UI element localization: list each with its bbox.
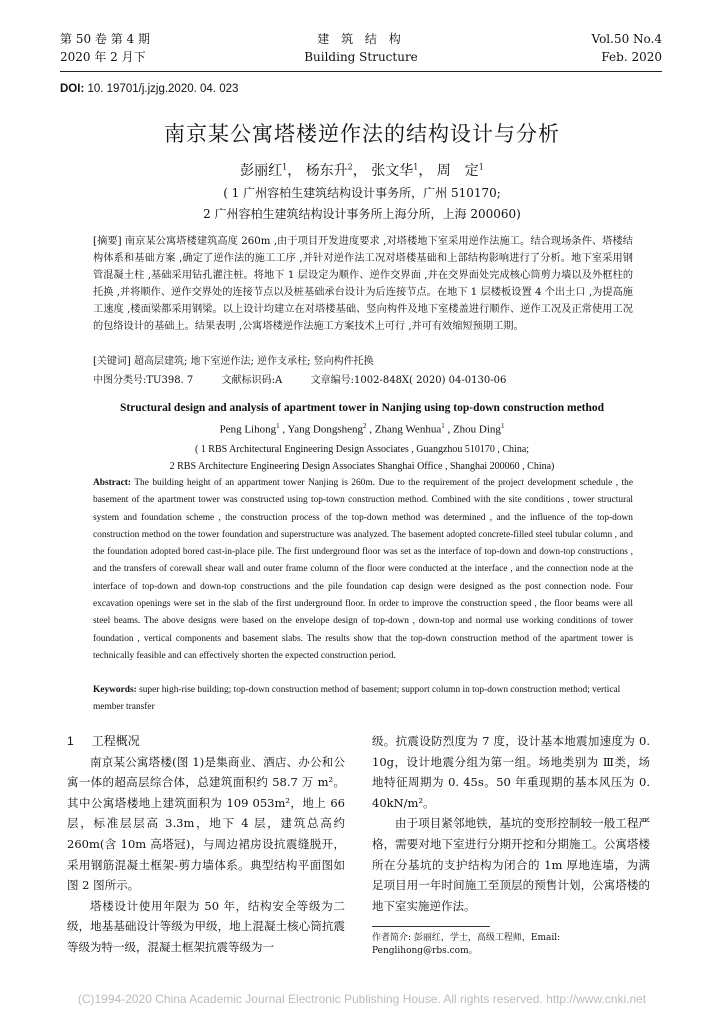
journal-en: Building Structure: [304, 50, 418, 64]
english-title: Structural design and analysis of apartment tower in Nanjing using top-down construction method: [119, 402, 605, 414]
body-paragraph: 级。抗震设防烈度为 7 度，设计基本地震加速度为 0. 10g，设计地震分组为第一组。场地类别为 Ⅲ类，场地特征周期为 0. 45s。50 年重现期的基本风压为 0. 40kN/m²。: [372, 734, 650, 810]
clc-label: 中图分类号:: [93, 375, 147, 386]
abstract-cn-label: [摘要]: [93, 236, 122, 247]
abstract-en: [93, 475, 633, 665]
cnki-footer: (C)1994-2020 China Academic Journal Electronic Publishing House. All rights reserved. http://www.cnki.net: [77, 992, 647, 1006]
author-en-sup: 1: [500, 422, 505, 430]
author-sep: ，: [287, 163, 302, 179]
keywords-cn-label: [关键词]: [93, 356, 131, 367]
affiliation-en: 2 RBS Architecture Engineering Design Associates Shanghai Office , Shanghai 200060 , China): [169, 461, 555, 472]
author: 张文华: [371, 163, 414, 179]
running-header: [60, 30, 662, 72]
keywords-cn-text: 超高层建筑; 地下室逆作法; 逆作支承柱; 竖向构件托换: [134, 356, 374, 367]
doc-code-label: 文献标识码:: [221, 375, 276, 386]
abstract-cn-text: 南京某公寓塔楼建筑高度 260m ,由于项目开发进度要求 ,对塔楼地下室采用逆作法施工。结合现场条件、塔楼结构体系和基础方案 ,确定了逆作法的施工工序 ,并针对逆作法工况对塔楼基础和上部结构影响进行了分析。地下室采用钢管混凝土柱 ,基础采用钻孔灌注桩。将地下 1 层设定为顺作、逆作交界面 ,并在交界面处完成核心筒剪力墙以及外框柱的托换 ,并将顺作、逆作交界处的连接节点以及桩基础承台设计为后连接节点。在地下 1 层楼板设置 4 个出土口 ,为提高施工速度 ,楼面梁都采用钢梁。以上设计均建立在对塔楼基础、竖向构件及地下室楼盖进行顺作、逆作工况及正常使用工况的包络设计的基础上。结果表明 ,公寓塔楼逆作法施工方案技术上可行 ,并可有效缩短预期工期。: [93, 236, 633, 332]
author-en-sup: 1: [441, 422, 445, 430]
volume-en: Vol.50 No.4: [591, 32, 662, 46]
author: 杨东升: [305, 163, 348, 179]
author-en: Peng Lihong: [219, 423, 277, 436]
body-paragraph: 南京某公寓塔楼(图 1)是集商业、酒店、办公和公寓一体的超高层综合体，总建筑面积约 58.7 万 m²。其中公寓塔楼地上建筑面积为 109 053m²，地上 66 层，标准层层高 3.3m，地下 4 层，建筑总高约 260m(含 10m 高塔冠)，与周边裙房设抗震缝脱开，采用钢筋混凝土框架-剪力墙体系。典型结构平面图如图 2 图所示。: [67, 754, 345, 893]
abstract-cn: [93, 233, 633, 335]
section-title: 工程概况: [91, 734, 140, 748]
article-no-label: 文章编号:: [310, 375, 355, 386]
keywords-en: [93, 682, 633, 717]
body-column-right: [372, 731, 650, 916]
body-paragraph: 由于项目紧邻地铁，基坑的变形控制较一般工程严格，需要对地下室进行分期开挖和分期施工。公寓塔楼所在分基坑的支护结构为闭合的 1m 厚地连墙，为满足项目用一年时间施工至顶层的预售计划，公寓塔楼的地下室实施逆作法。: [372, 816, 650, 913]
affiliation: 2 广州容柏生建筑结构设计事务所上海分所，上海 200060): [203, 207, 521, 221]
author-en: Zhou Ding: [452, 423, 501, 436]
footnote-rule: [372, 926, 490, 927]
journal-cn: 建 筑 结 构: [317, 32, 405, 46]
header-rule: [60, 71, 662, 72]
keywords-en-label: Keywords:: [93, 685, 137, 695]
author-sup: 2: [347, 162, 353, 172]
doi-line: [60, 83, 238, 95]
author-list: [0, 160, 724, 180]
author: 周 定: [436, 163, 479, 179]
paper-title: 南京某公寓塔楼逆作法的结构设计与分析: [164, 123, 560, 146]
article-no-value: 1002-848X( 2020) 04-0130-06: [354, 375, 507, 386]
affiliations: [0, 183, 724, 225]
author-footnote: 作者简介: 彭丽红，学士，高级工程师，Email: Penglihong@rbs.com。: [372, 933, 561, 956]
header-right: [592, 30, 663, 66]
author-sep: ，: [418, 163, 433, 179]
body-column-left: [67, 731, 345, 958]
english-affiliations: [0, 441, 724, 475]
abstract-en-text: The building height of an appartment tower Nanjing is 260m. Due to the requirement of the project development schedule , the basement of the apartment tower was constructed using top-town construction method. Combined with the site conditions , tower structural system and foundation scheme , the construction process of the top-down method was determined , and the influence of the top-down construction method on the tower foundation and superstructure was analyzed. The basement adopted concrete-filled steel tubular column , and the foundation adopted bored cast-in-place pile. The first underground floor was set as the interface of top-down and down-top constructions , and the transfers of corewall shear wall and outer frame column of the floor were conducted at the interface , and the connection node at the interface of top-down and down-top constructions and the pile foundation cap design were designed as the post connection node. Four excavation openings were set in the slab of the first underground floor. In order to improve the construction speed , the floor beams were all steel beams. The above designs were based on the envelope design of top-down , down-top and normal use working conditions of tower foundation , vertical components and basement slabs. The results show that the top-down construction method of the apartment tower is technically feasible and can effectively shorten the expected construction period.: [93, 478, 633, 661]
author-sep: ，: [352, 163, 367, 179]
author-en: Yang Dongsheng: [287, 423, 364, 436]
affiliation-en: ( 1 RBS Architectural Engineering Design Associates , Guangzhou 510170 , China;: [194, 444, 530, 455]
abstract-en-label: Abstract:: [93, 478, 132, 488]
clc-value: TU398. 7: [146, 375, 194, 386]
keywords-en-text: super high-rise building; top-down construction method of basement; support column in top-down construction method; vertical member transfer: [93, 685, 621, 713]
keywords-cn: [93, 352, 633, 367]
doi-value[interactable]: 10. 19701/j.jzjg.2020. 04. 023: [87, 83, 239, 95]
author-en-sup: 1: [276, 422, 280, 430]
doc-code-value: A: [275, 375, 283, 386]
body-paragraph: 塔楼设计使用年限为 50 年，结构安全等级为二级，地基基础设计等级为甲级，地上混凝土核心筒抗震等级为特一级，混凝土框架抗震等级为一: [67, 898, 345, 954]
author-en-sup: 2: [363, 422, 367, 430]
english-authors: Peng Lihong$^1$ , Yang Dongsheng$^2$ , Zhang Wenhua$^1$ , Zhou Ding$^1$: [219, 422, 505, 436]
affiliation: ( 1 广州容柏生建筑结构设计事务所，广州 510170;: [223, 186, 501, 200]
volume-cn: 第 50 卷 第 4 期: [60, 32, 150, 46]
author: 彭丽红: [240, 163, 283, 179]
date-en: Feb. 2020: [601, 50, 662, 64]
date-cn: 2020 年 2 月下: [60, 50, 146, 64]
classification-line: [93, 371, 633, 386]
author-en: Zhang Wenhua: [374, 423, 442, 436]
section-number: 1: [67, 734, 74, 748]
author-sup: 1: [282, 162, 288, 172]
section-heading: [67, 731, 345, 752]
header-center: [60, 30, 662, 66]
author-sup: 1: [413, 162, 419, 172]
author-sup: 1: [478, 162, 484, 172]
doi-label: DOI:: [60, 83, 85, 95]
